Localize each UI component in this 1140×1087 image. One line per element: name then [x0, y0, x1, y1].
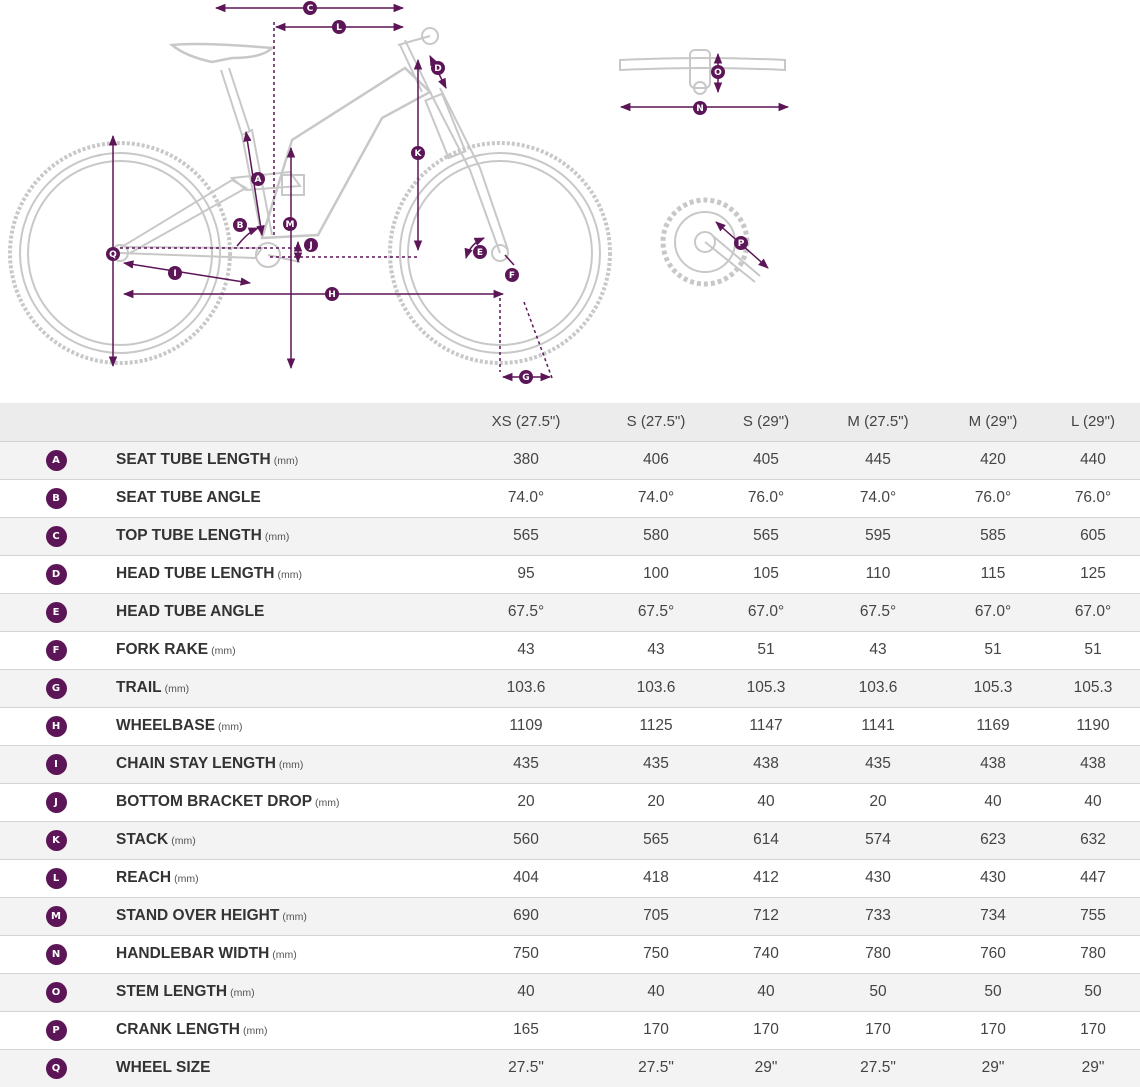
measurement-value: 165 — [513, 1021, 539, 1038]
measurement-value: 51 — [984, 641, 1002, 658]
size-header-row — [0, 403, 1140, 441]
measurement-value: 438 — [1080, 755, 1106, 772]
measurement-value: 67.5° — [859, 603, 897, 620]
measurement-name: SEAT TUBE LENGTH — [116, 451, 271, 468]
measurement-value: 170 — [753, 1021, 779, 1038]
measurement-value: 780 — [865, 945, 891, 962]
header-empty — [0, 403, 112, 441]
table-row — [0, 973, 1140, 1011]
measurement-value: 380 — [513, 451, 539, 468]
measurement-name-cell — [112, 745, 456, 783]
letter-badge: E — [46, 602, 67, 623]
measurement-value: 43 — [517, 641, 535, 658]
dimension-marker-label: P — [737, 239, 745, 250]
measurement-name-cell — [112, 555, 456, 593]
row-letter-cell — [0, 859, 112, 897]
measurement-value: 76.0° — [1074, 489, 1112, 506]
measurement-value: 574 — [865, 831, 891, 848]
measurement-name: WHEELBASE — [116, 717, 216, 734]
measurement-value: 67.0° — [747, 603, 785, 620]
measurement-unit: (mm) — [278, 759, 304, 771]
letter-badge: O — [46, 982, 67, 1003]
row-letter-cell — [0, 593, 112, 631]
row-letter-cell — [0, 973, 112, 1011]
letter-badge: B — [46, 488, 67, 509]
letter-badge: H — [46, 716, 67, 737]
dimension-marker-n — [693, 101, 707, 115]
measurement-unit: (mm) — [164, 683, 190, 695]
measurement-name: WHEEL SIZE — [116, 1059, 211, 1077]
measurement-name-cell — [112, 707, 456, 745]
table-row — [0, 859, 1140, 897]
measurement-value: 420 — [980, 451, 1006, 468]
measurement-name-cell — [112, 1011, 456, 1049]
measurement-value: 447 — [1080, 869, 1106, 886]
table-row — [0, 707, 1140, 745]
measurement-value: 440 — [1080, 451, 1106, 468]
measurement-unit: (mm) — [282, 911, 307, 923]
dimension-marker-m — [283, 217, 297, 231]
dimension-marker-label: I — [173, 269, 177, 280]
measurement-value: 67.0° — [1074, 603, 1112, 620]
dimension-marker-p — [734, 236, 748, 250]
table-row — [0, 441, 1140, 479]
measurement-name-cell — [112, 441, 456, 479]
measurement-value: 435 — [643, 755, 669, 772]
measurement-name-cell — [112, 593, 456, 631]
measurement-unit: (mm) — [218, 721, 243, 733]
measurement-value: 445 — [865, 451, 891, 468]
row-letter-cell — [0, 783, 112, 821]
measurement-unit: (mm) — [273, 455, 299, 467]
measurement-value: 115 — [980, 565, 1006, 582]
row-letter-cell — [0, 631, 112, 669]
letter-badge: K — [46, 830, 67, 851]
measurement-value: 404 — [513, 869, 539, 886]
dimension-marker-label: D — [434, 64, 442, 75]
measurement-value: 614 — [753, 831, 779, 848]
measurement-value: 43 — [647, 641, 665, 658]
table-row — [0, 555, 1140, 593]
measurement-value: 20 — [517, 793, 535, 810]
table-row — [0, 745, 1140, 783]
measurement-value: 430 — [865, 869, 891, 886]
measurement-value: 755 — [1080, 907, 1106, 924]
handlebar-icon — [620, 50, 785, 94]
measurement-name-cell — [112, 859, 456, 897]
measurement-name-cell — [112, 1049, 456, 1087]
measurement-value: 412 — [753, 869, 779, 886]
measurement-value: 565 — [513, 527, 539, 544]
dimension-marker-l — [332, 20, 346, 34]
dimension-marker-c — [303, 1, 317, 15]
letter-badge: C — [46, 526, 67, 547]
size-header-xs-275: XS (27.5") — [491, 413, 561, 431]
measurement-name-cell — [112, 973, 456, 1011]
row-letter-cell — [0, 897, 112, 935]
row-letter-cell — [0, 517, 112, 555]
letter-badge: A — [46, 450, 67, 471]
measurement-value: 95 — [517, 565, 535, 582]
measurement-value: 105.3 — [1073, 679, 1113, 696]
dimension-marker-label: L — [336, 23, 342, 34]
dimension-marker-d — [431, 61, 445, 75]
measurement-name: CRANK LENGTH — [116, 1021, 240, 1038]
measurement-value: 565 — [643, 831, 669, 848]
measurement-value: 170 — [980, 1021, 1006, 1038]
dimension-marker-e — [473, 245, 487, 259]
measurement-value: 760 — [980, 945, 1006, 962]
size-header-m-29: M (29") — [968, 413, 1018, 431]
row-letter-cell — [0, 555, 112, 593]
measurement-value: 43 — [869, 641, 887, 658]
row-letter-cell — [0, 707, 112, 745]
measurement-unit: (mm) — [315, 797, 340, 809]
measurement-name: HEAD TUBE ANGLE — [116, 603, 265, 620]
table-row — [0, 1011, 1140, 1049]
measurement-value: 105.3 — [746, 679, 786, 696]
measurement-value: 50 — [984, 983, 1002, 1000]
measurement-value: 406 — [643, 451, 669, 468]
dimension-marker-o — [711, 65, 725, 79]
measurement-value: 110 — [865, 565, 891, 582]
dimension-marker-label: Q — [109, 250, 117, 261]
measurement-name: FORK RAKE — [116, 641, 209, 658]
measurement-value: 1141 — [861, 717, 895, 734]
table-row — [0, 669, 1140, 707]
measurement-name: HEAD TUBE LENGTH — [116, 565, 275, 582]
measurement-value: 750 — [643, 945, 669, 962]
measurement-value: 565 — [753, 527, 779, 544]
measurement-value: 705 — [643, 907, 669, 924]
letter-badge: D — [46, 564, 67, 585]
measurement-value: 100 — [643, 565, 669, 582]
measurement-value: 580 — [643, 527, 669, 544]
letter-badge: P — [46, 1020, 67, 1041]
header-empty — [112, 403, 456, 441]
table-row — [0, 479, 1140, 517]
geometry-diagram — [0, 0, 1140, 403]
measurement-name-cell — [112, 631, 456, 669]
measurement-value: 780 — [1080, 945, 1106, 962]
measurement-value: 1190 — [1076, 717, 1110, 734]
measurement-unit: (mm) — [174, 873, 199, 885]
dimension-marker-h — [325, 287, 339, 301]
measurement-value: 103.6 — [858, 679, 898, 696]
table-row — [0, 631, 1140, 669]
geometry-table — [0, 403, 1140, 1087]
measurement-value: 74.0° — [507, 489, 545, 506]
size-header-l-29: L (29") — [1071, 413, 1115, 431]
dimension-marker-label: A — [254, 175, 262, 186]
measurement-name: STACK — [116, 831, 169, 848]
table-row — [0, 517, 1140, 555]
measurement-name-cell — [112, 517, 456, 555]
measurement-name: BOTTOM BRACKET DROP — [116, 793, 313, 810]
letter-badge: G — [46, 678, 67, 699]
measurement-value: 29" — [1081, 1059, 1105, 1077]
table-row — [0, 821, 1140, 859]
row-letter-cell — [0, 479, 112, 517]
dimension-marker-label: O — [714, 68, 722, 79]
measurement-value: 67.5° — [507, 603, 545, 620]
table-row — [0, 935, 1140, 973]
dimension-marker-label: C — [306, 4, 314, 15]
measurement-value: 40 — [647, 983, 665, 1000]
measurement-value: 605 — [1080, 527, 1106, 544]
letter-badge: L — [46, 868, 67, 889]
dimension-marker-a — [251, 172, 265, 186]
measurement-name: SEAT TUBE ANGLE — [116, 489, 261, 506]
measurement-value: 105 — [753, 565, 779, 582]
measurement-name: HANDLEBAR WIDTH — [116, 945, 270, 962]
measurement-value: 40 — [757, 983, 775, 1000]
dimension-marker-j — [304, 238, 318, 252]
measurement-unit: (mm) — [277, 569, 302, 581]
measurement-value: 733 — [865, 907, 891, 924]
size-header-s-275: S (27.5") — [626, 413, 686, 431]
measurement-value: 435 — [513, 755, 539, 772]
table-row — [0, 593, 1140, 631]
dimension-marker-label: J — [309, 241, 313, 252]
row-letter-cell — [0, 669, 112, 707]
letter-badge: M — [46, 906, 67, 927]
table-row — [0, 1049, 1140, 1087]
dimension-marker-label: M — [285, 220, 295, 231]
dimension-marker-k — [411, 146, 425, 160]
measurement-value: 103.6 — [636, 679, 676, 696]
dimension-marker-label: G — [522, 373, 530, 384]
measurement-value: 76.0° — [974, 489, 1012, 506]
measurement-name: TOP TUBE LENGTH — [116, 527, 262, 544]
dimension-marker-label: E — [476, 248, 484, 259]
measurement-value: 623 — [980, 831, 1006, 848]
measurement-value: 27.5" — [638, 1059, 674, 1077]
measurement-value: 40 — [517, 983, 535, 1000]
measurement-name: REACH — [116, 869, 172, 886]
measurement-value: 405 — [753, 451, 779, 468]
measurement-value: 1125 — [639, 717, 673, 734]
measurement-value: 40 — [1084, 793, 1102, 810]
measurement-value: 74.0° — [859, 489, 897, 506]
measurement-value: 690 — [513, 907, 539, 924]
measurement-unit: (mm) — [272, 949, 297, 961]
dimension-marker-q — [106, 247, 120, 261]
row-letter-cell — [0, 821, 112, 859]
measurement-value: 740 — [753, 945, 779, 962]
measurement-value: 170 — [1080, 1021, 1106, 1038]
measurement-value: 632 — [1080, 831, 1106, 848]
measurement-name: TRAIL — [116, 679, 162, 696]
measurement-value: 51 — [1084, 641, 1102, 658]
letter-badge: N — [46, 944, 67, 965]
measurement-value: 76.0° — [747, 489, 785, 506]
row-letter-cell — [0, 935, 112, 973]
measurement-value: 67.0° — [974, 603, 1012, 620]
measurement-value: 438 — [753, 755, 779, 772]
size-header-s-29: S (29") — [742, 413, 790, 431]
letter-badge: J — [46, 792, 67, 813]
dimension-marker-i — [168, 266, 182, 280]
measurement-value: 50 — [869, 983, 887, 1000]
dimension-marker-label: N — [696, 104, 704, 115]
measurement-value: 418 — [643, 869, 669, 886]
measurement-value: 50 — [1084, 983, 1102, 1000]
measurement-name-cell — [112, 479, 456, 517]
letter-badge: F — [46, 640, 67, 661]
measurement-value: 170 — [865, 1021, 891, 1038]
measurement-value: 750 — [513, 945, 539, 962]
measurement-value: 103.6 — [506, 679, 546, 696]
bike-icon — [10, 28, 610, 363]
measurement-unit: (mm) — [243, 1025, 268, 1037]
dimension-marker-b — [233, 218, 247, 232]
measurement-value: 430 — [980, 869, 1006, 886]
dimension-marker-label: F — [508, 271, 516, 282]
dimension-marker-g — [519, 370, 533, 384]
measurement-value: 67.5° — [637, 603, 675, 620]
measurement-value: 1169 — [976, 717, 1010, 734]
dimension-marker-label: K — [414, 149, 422, 160]
measurement-unit: (mm) — [230, 987, 255, 999]
size-header-m-275: M (27.5") — [847, 413, 909, 431]
measurement-value: 170 — [643, 1021, 669, 1038]
measurement-value: 27.5" — [860, 1059, 896, 1077]
measurement-value: 20 — [647, 793, 665, 810]
measurement-value: 712 — [753, 907, 779, 924]
measurement-name: STAND OVER HEIGHT — [116, 907, 280, 924]
measurement-value: 40 — [984, 793, 1002, 810]
measurement-name: CHAIN STAY LENGTH — [116, 755, 276, 772]
dimension-marker-label: B — [236, 221, 244, 232]
row-letter-cell — [0, 1049, 112, 1087]
measurement-value: 27.5" — [508, 1059, 544, 1077]
table-row — [0, 897, 1140, 935]
row-letter-cell — [0, 745, 112, 783]
measurement-value: 20 — [869, 793, 887, 810]
measurement-value: 585 — [980, 527, 1006, 544]
measurement-unit: (mm) — [264, 531, 290, 543]
measurement-unit: (mm) — [171, 835, 196, 847]
measurement-value: 438 — [980, 755, 1006, 772]
measurement-name-cell — [112, 821, 456, 859]
measurement-name: STEM LENGTH — [116, 983, 228, 1000]
dimension-marker-f — [505, 268, 519, 282]
measurement-name-cell — [112, 935, 456, 973]
measurement-value: 29" — [981, 1059, 1005, 1077]
measurement-value: 734 — [980, 907, 1006, 924]
measurement-value: 29" — [754, 1059, 778, 1077]
measurement-value: 1147 — [749, 717, 783, 734]
measurement-value: 1109 — [509, 717, 543, 734]
measurement-value: 51 — [757, 641, 775, 658]
measurement-value: 595 — [865, 527, 891, 544]
row-letter-cell — [0, 1011, 112, 1049]
letter-badge: Q — [46, 1058, 67, 1079]
measurement-name-cell — [112, 897, 456, 935]
table-row — [0, 783, 1140, 821]
measurement-value: 40 — [757, 793, 775, 810]
row-letter-cell — [0, 441, 112, 479]
dimension-marker-label: H — [328, 290, 336, 301]
measurement-value: 105.3 — [973, 679, 1013, 696]
measurement-value: 74.0° — [637, 489, 675, 506]
measurement-unit: (mm) — [211, 645, 236, 657]
measurement-value: 435 — [865, 755, 891, 772]
measurement-value: 125 — [1080, 565, 1106, 582]
measurement-value: 560 — [513, 831, 539, 848]
measurement-name-cell — [112, 783, 456, 821]
measurement-name-cell — [112, 669, 456, 707]
letter-badge: I — [46, 754, 67, 775]
